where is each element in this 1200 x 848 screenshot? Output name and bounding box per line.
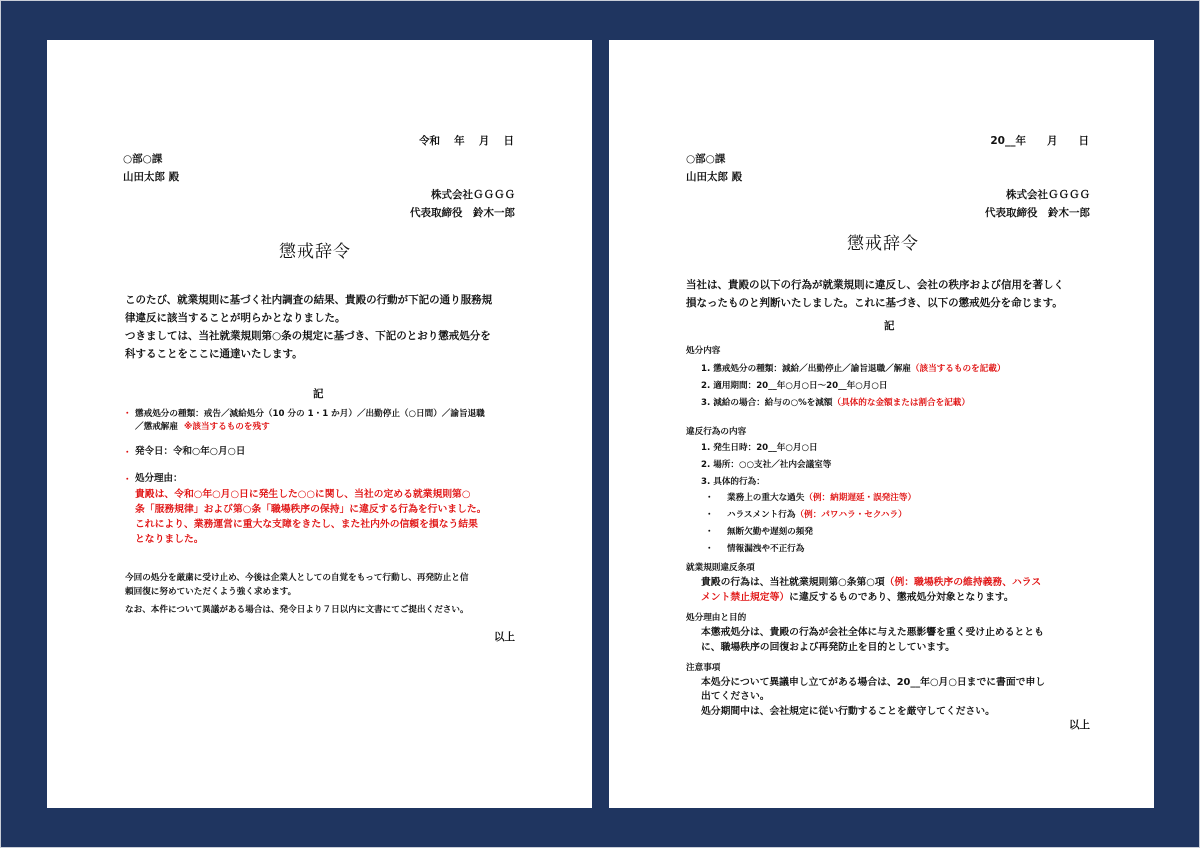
- discipline-item: [701, 397, 970, 409]
- reason-line: 貴殿は、令和○年○月○日に発生した○○に関し、当社の定める就業規則第○: [135, 489, 471, 500]
- rule-clause-line: [701, 591, 1014, 605]
- discipline-item: 2. 適用期間：20__年○月○日～20__年○月○日: [701, 381, 888, 391]
- bullet-icon: ・: [123, 409, 132, 419]
- ki-heading: 記: [884, 320, 895, 332]
- recipient-dept: ○部○課: [686, 153, 726, 165]
- item-discipline-types-text: ／懲戒解雇: [135, 422, 178, 432]
- bullet-icon: ・: [123, 448, 132, 458]
- section-heading: 違反行為の内容: [686, 427, 747, 437]
- rule-clause-example: メント禁止規定等）: [701, 592, 790, 603]
- item-issue-date: 発令日：令和○年○月○日: [135, 446, 246, 457]
- company-name: 株式会社ＧＧＧＧ: [1006, 189, 1090, 201]
- intro-line: 律違反に該当することが明らかとなりました。: [125, 312, 346, 324]
- violation-bullet: [727, 509, 907, 521]
- intro-line: 科することをここに通達いたします。: [125, 348, 303, 360]
- rule-clause-line: [701, 576, 1041, 590]
- closing-line: 頼回復に努めていただくよう強く求めます。: [125, 587, 297, 597]
- item-discipline-types: 懲戒処分の種類：戒告／減給処分（10 分の 1・1 か月）／出勤停止（○日間）／諭旨退職: [135, 409, 485, 419]
- intro-line: このたび、就業規則に基づく社内調査の結果、貴殿の行動が下記の通り服務規: [125, 294, 493, 306]
- document-page-left: [47, 40, 592, 808]
- violation-item: 3. 具体的行為：: [701, 477, 765, 487]
- reason-line: 条「服務規律」および第○条「職場秩序の保持」に違反する行為を行いました。: [135, 504, 487, 515]
- ijo-closing: 以上: [494, 631, 515, 643]
- rule-clause-text: 貴殿の行為は、当社就業規則第○条第○項: [701, 577, 885, 588]
- discipline-item-note: （具体的な金額または割合を記載）: [832, 398, 970, 408]
- violation-bullet-text: 業務上の重大な過失: [727, 493, 805, 503]
- violation-bullet-note: （例：納期遅延・誤発注等）: [804, 493, 917, 503]
- intro-line: つきましては、当社就業規則第○条の規定に基づき、下記のとおり懲戒処分を: [125, 330, 491, 342]
- reason-line: 本懲戒処分は、貴殿の行為が会社全体に与えた悪影響を重く受け止めるととも: [701, 627, 1044, 638]
- discipline-item-text: 3. 減給の場合：給与の○%を減額: [701, 398, 833, 408]
- document-page-right: [609, 40, 1154, 808]
- bullet-icon: ・: [123, 475, 132, 485]
- date: 令和 年 月 日: [419, 135, 514, 147]
- section-heading: 注意事項: [686, 663, 721, 673]
- reason-line: に、職場秩序の回復および再発防止を目的としています。: [701, 642, 955, 653]
- violation-bullet: [727, 492, 916, 504]
- intro-line: 損なったものと判断いたしました。これに基づき、以下の懲戒処分を命じます。: [686, 297, 1063, 309]
- discipline-item-text: 1. 懲戒処分の種類：減給／出勤停止／諭旨退職／解雇: [701, 364, 911, 374]
- violation-item: 1. 発生日時：20__年○月○日: [701, 443, 818, 453]
- company-name: 株式会社ＧＧＧＧ: [431, 189, 515, 201]
- violation-bullet-text: ハラスメント行為: [727, 510, 796, 520]
- closing-line: なお、本件について異議がある場合は、発令日より７日以内に文書にてご提出ください。: [125, 605, 469, 615]
- discipline-item: [701, 363, 1005, 375]
- violation-bullet-note: （例：パワハラ・セクハラ）: [795, 510, 907, 520]
- representative: 代表取締役 鈴木一郎: [985, 207, 1090, 219]
- section-heading: 処分内容: [686, 346, 721, 356]
- violation-bullet: 情報漏洩や不正行為: [727, 544, 805, 554]
- bullet-icon: ・: [705, 544, 714, 554]
- section-heading: 就業規則違反条項: [686, 563, 755, 573]
- discipline-item-note: （該当するものを記載）: [910, 364, 1006, 374]
- page-title: 懲戒辞令: [279, 242, 351, 262]
- reason-line: となりました。: [135, 534, 204, 545]
- section-heading: 処分理由と目的: [686, 613, 747, 623]
- closing-line: 今回の処分を厳粛に受け止め、今後は企業人としての自覚をもって行動し、再発防止と信: [125, 573, 469, 583]
- notice-line: 出てください。: [701, 691, 770, 702]
- recipient-dept: ○部○課: [123, 153, 163, 165]
- intro-line: 当社は、貴殿の以下の行為が就業規則に違反し、会社の秩序および信用を著しく: [686, 279, 1064, 291]
- bullet-icon: ・: [705, 510, 714, 520]
- violation-bullet: 無断欠勤や遅刻の頻発: [727, 527, 813, 537]
- bullet-icon: ・: [705, 527, 714, 537]
- item-discipline-note: ※該当するものを残す: [183, 422, 270, 432]
- rule-clause-example: （例：職場秩序の維持義務、ハラス: [884, 577, 1042, 588]
- ijo-closing: 以上: [1069, 719, 1090, 731]
- notice-line: 処分期間中は、会社規定に従い行動することを厳守してください。: [701, 706, 995, 717]
- recipient-name: 山田太郎 殿: [686, 171, 743, 183]
- ki-heading: 記: [313, 388, 324, 400]
- representative: 代表取締役 鈴木一郎: [410, 207, 515, 219]
- bullet-icon: ・: [705, 493, 714, 503]
- page-title: 懲戒辞令: [847, 234, 919, 254]
- rule-clause-text: に違反するものであり、懲戒処分対象となります。: [789, 592, 1014, 603]
- item-discipline-types-cont: [135, 421, 270, 433]
- recipient-name: 山田太郎 殿: [123, 171, 180, 183]
- reason-line: これにより、業務運営に重大な支障をきたし、また社内外の信頼を損なう結果: [135, 519, 478, 530]
- notice-line: 本処分について異議申し立てがある場合は、20__年○月○日までに書面で申し: [701, 677, 1046, 688]
- date: 20__年 月 日: [990, 135, 1089, 147]
- violation-item: 2. 場所：○○支社／社内会議室等: [701, 460, 832, 470]
- item-reason-heading: 処分理由：: [135, 473, 183, 484]
